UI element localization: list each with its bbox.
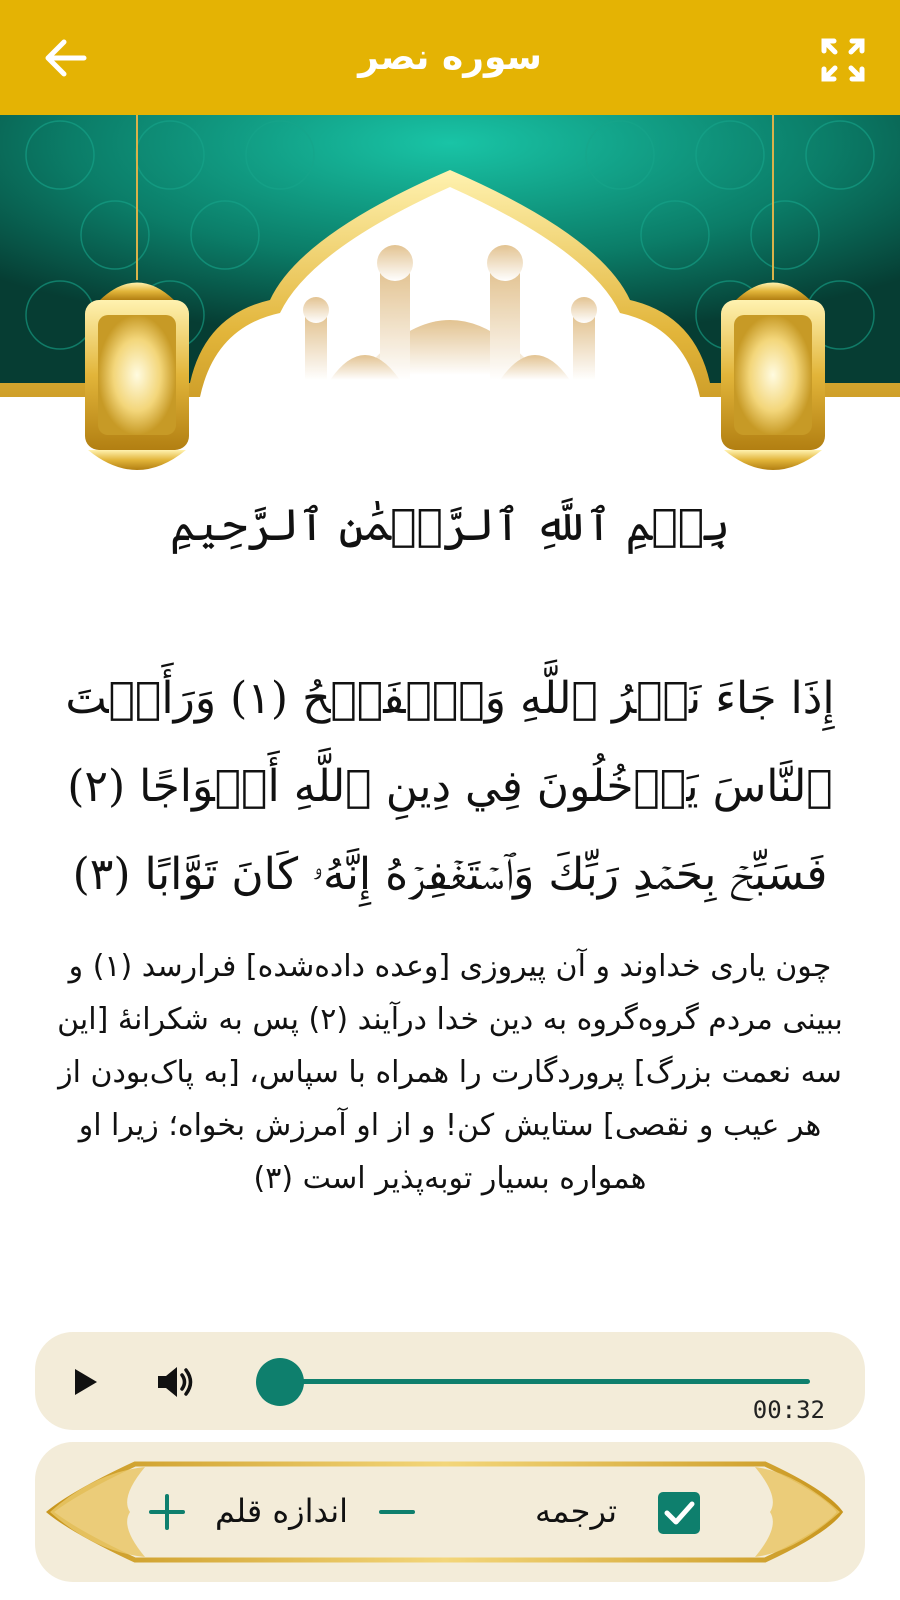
seek-thumb[interactable]: [256, 1358, 304, 1406]
arabic-verses: إِذَا جَاءَ نَصۡرُ ٱللَّهِ وَٱلۡفَتۡحُ (١) وَرَأَيۡتَ ٱلنَّاسَ يَدۡخُلُونَ فِي دِينِ ٱللَّهِ أَفۡوَاجًا (٢) فَسَبِّحۡ بِحَمۡدِ رَبِّكَ وَٱسۡتَغۡفِرۡهُ إِنَّهُۥ كَانَ تَوَّابًا (٣): [65, 673, 835, 900]
arrow-left-icon[interactable]: [40, 33, 90, 83]
fullscreen-icon[interactable]: [818, 35, 868, 85]
check-icon: [658, 1492, 700, 1534]
controls-bar: [35, 1442, 865, 1582]
audio-player: [35, 1332, 865, 1430]
font-size-label: اندازه قلم: [215, 1492, 349, 1530]
translation-text: چون یاری خداوند و آن پیروزی [وعده داده‌شده] فرارسد (۱) و ببینی مردم گروه‌گروه به دین خدا درآیند (۲) پس به شکرانهٔ [این سه نعمت بزرگ] پروردگارت را همراه با سپاس، [به پاک‌بودن از هر عیب و نقصی] ستایش کن! و از او آمرزش بخواه؛ زیرا او همواره بسیار توبه‌پذیر است (۳): [57, 949, 843, 1196]
mosque-lanterns-banner: [0, 115, 900, 495]
increase-font-button[interactable]: [145, 1490, 189, 1534]
bismillah: بِسۡمِ ٱللَّهِ ٱلرَّحۡمَٰنِ ٱلرَّحِيمِ: [169, 500, 731, 551]
decrease-font-button[interactable]: [375, 1490, 419, 1534]
app-bar: [0, 0, 900, 115]
play-icon[interactable]: [65, 1362, 105, 1402]
translation-checkbox[interactable]: [658, 1492, 700, 1534]
seek-track[interactable]: [280, 1379, 810, 1384]
translation-label: ترجمه: [535, 1492, 617, 1530]
page-title: سوره نصر: [358, 37, 542, 78]
elapsed-time: 00:32: [752, 1396, 825, 1424]
volume-icon[interactable]: [153, 1360, 197, 1404]
